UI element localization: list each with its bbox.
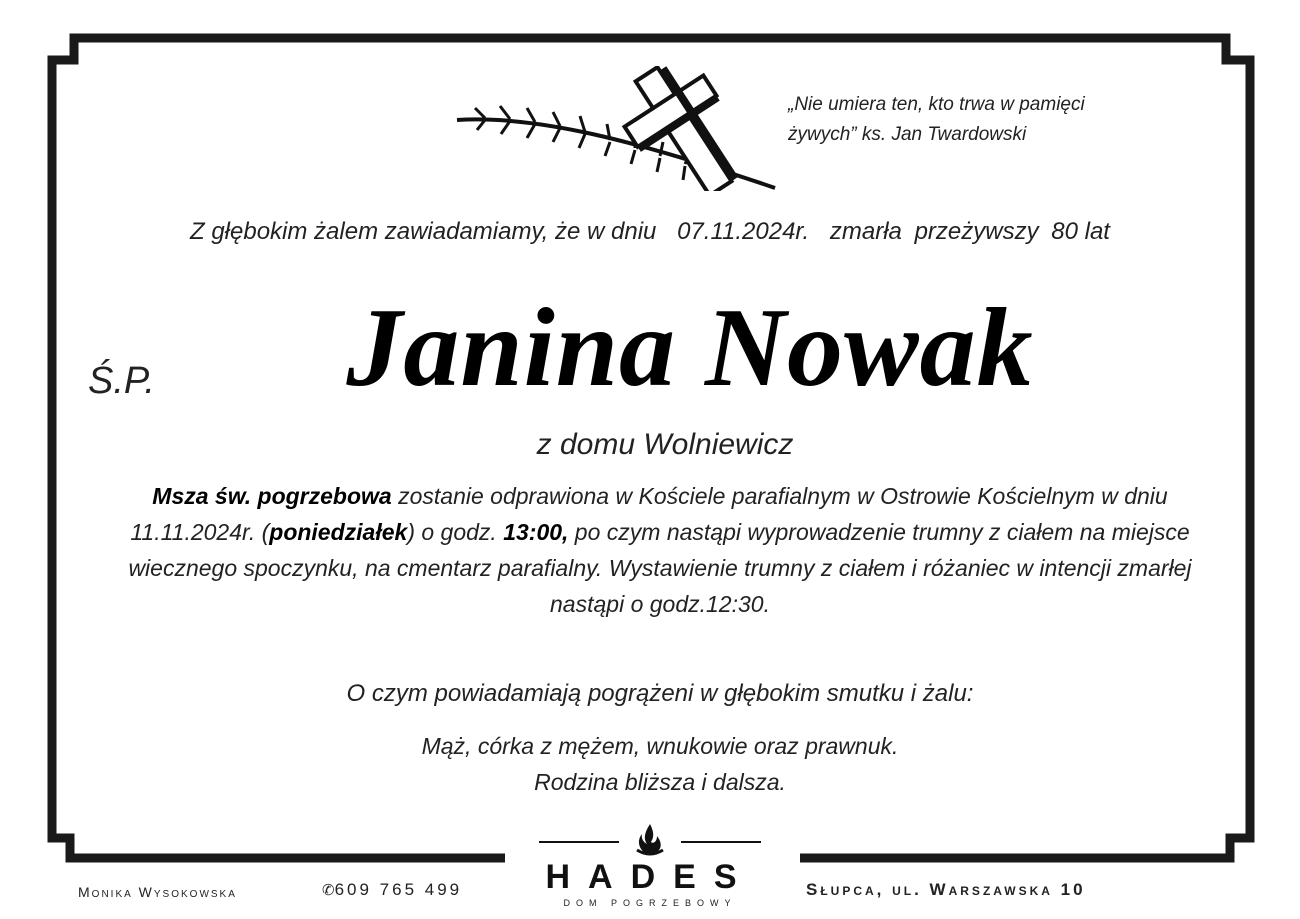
cross-icon bbox=[585, 66, 785, 191]
lived-word: przeżywszy bbox=[914, 218, 1039, 245]
quote-line-1: „Nie umiera ten, kto trwa w pamięci bbox=[788, 94, 1085, 115]
funeral-time: 13:00, bbox=[503, 519, 569, 545]
contact-name: Monika Wysokowska bbox=[78, 884, 237, 900]
flame-icon bbox=[537, 820, 763, 860]
announcement-intro bbox=[80, 218, 1220, 246]
weekday: poniedziałek bbox=[269, 519, 408, 545]
contact-phone bbox=[322, 880, 462, 900]
quote-line-2: żywych” ks. Jan Twardowski bbox=[788, 124, 1027, 145]
details-part-2: ) o godz. bbox=[407, 519, 504, 545]
deceased-name: Janina Nowak bbox=[346, 286, 1034, 410]
mass-label: Msza św. pogrzebowa bbox=[152, 483, 392, 509]
address: Słupca, ul. Warszawska 10 bbox=[806, 880, 1086, 899]
maiden-name: z domu Wolniewicz bbox=[536, 428, 794, 461]
died-word: zmarła bbox=[829, 218, 902, 245]
phone-icon: ✆ bbox=[322, 882, 335, 899]
brand-logo: HADES bbox=[545, 858, 755, 896]
title-prefix: Ś.P. bbox=[88, 360, 155, 402]
death-date: 07.11.2024 bbox=[677, 218, 796, 245]
phone-number: 609 765 499 bbox=[334, 880, 463, 899]
family-line-1: Mąż, córka z mężem, wnukowie oraz prawnuk. bbox=[421, 733, 899, 759]
age: 80 lat bbox=[1051, 218, 1110, 245]
details-part-1: zostanie odprawiona w Kościele parafialnym w Ostrowie Kościelnym w dniu 11.11.2024r. ( bbox=[130, 483, 1168, 545]
date-suffix: r. bbox=[795, 218, 810, 245]
closing-line: O czym powiadamiają pogrążeni w głębokim smutku i żalu: bbox=[346, 680, 974, 707]
family-list bbox=[110, 728, 1210, 800]
intro-lead: Z głębokim żalem zawiadamiamy, że w dniu bbox=[190, 218, 657, 245]
brand-subtitle: DOM POGRZEBOWY bbox=[563, 898, 737, 908]
family-line-2: Rodzina bliższa i dalsza. bbox=[534, 769, 786, 795]
quote bbox=[788, 90, 1228, 150]
details-part-3: po czym nastąpi wyprowadzenie trumny z ciałem na miejsce wiecznego spoczynku, na cmentarz parafialny. Wystawienie trumny z ciałem i różaniec w intencji zmarłej nastąpi o godz.12:30. bbox=[128, 519, 1192, 617]
funeral-details bbox=[110, 478, 1210, 622]
